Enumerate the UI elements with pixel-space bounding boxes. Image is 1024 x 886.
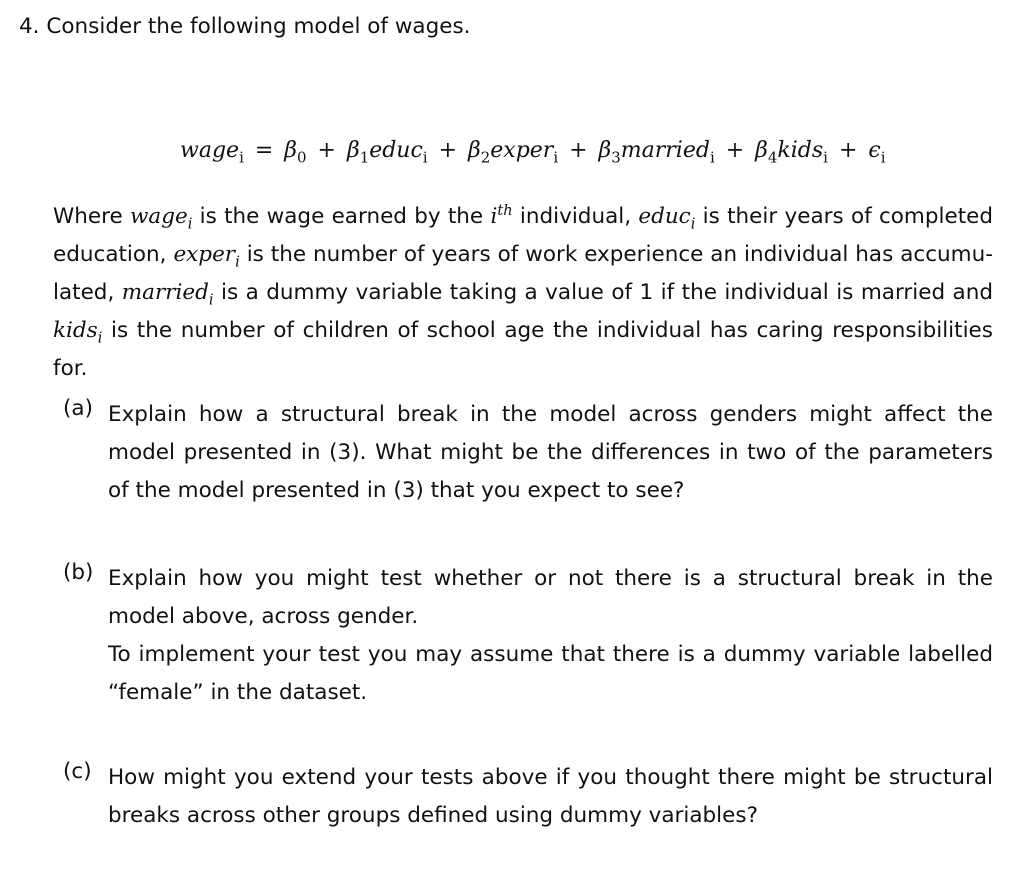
eq-equals: = xyxy=(254,138,274,163)
part-text: Explain how a structural break in the model across genders might affect the model presented in (3). What might be the differences in two of the parameters of the model presented in (3) that you expect to see? xyxy=(108,402,993,503)
question-header xyxy=(19,14,471,39)
var-i: i xyxy=(490,204,498,229)
part-body xyxy=(108,560,993,712)
part-label: (b) xyxy=(63,560,94,585)
question-prompt: Consider the following model of wages. xyxy=(46,14,471,39)
eq-beta2: β xyxy=(468,138,481,163)
eq-epsilon: ϵ xyxy=(868,138,881,163)
eq-beta1: β xyxy=(346,138,360,163)
question-number: 4. xyxy=(19,14,40,39)
part-text: How might you extend your tests above if you thought there might be structural breaks across other groups defined using dummy variables? xyxy=(108,765,993,828)
wage-equation: wage$_i$ = $\beta_0$ + $\beta_1educ_i$ + $\beta_2exper_i$ + $\beta_3married_i$ + $\beta_4kids_i + \epsilon_i$ xyxy=(180,138,886,167)
eq-beta4: β xyxy=(755,138,768,163)
question-part-c xyxy=(63,759,993,835)
eq-educ: educ xyxy=(369,138,423,163)
var-married: married xyxy=(121,280,209,305)
question-part-a xyxy=(63,396,993,510)
eq-beta3: β xyxy=(598,138,612,163)
part-text: To implement your test you may assume that there is a dummy variable labelled “female” in the dataset. xyxy=(108,642,993,705)
eq-kids: kids xyxy=(777,138,824,163)
var-educ: educ xyxy=(638,204,691,229)
part-label: (c) xyxy=(63,759,92,784)
question-part-b xyxy=(63,560,993,712)
var-exper: exper xyxy=(173,242,236,267)
eq-wage: wage xyxy=(180,138,240,163)
eq-exper: exper xyxy=(490,138,554,163)
part-text: Explain how you might test whether or not there is a structural break in the model above, across gender. xyxy=(108,566,993,629)
part-body xyxy=(108,396,993,510)
part-label: (a) xyxy=(63,396,93,421)
eq-beta0: β xyxy=(284,138,298,163)
variable-definitions: Where wage$_i$ is the wage earned by the $i^{th}$ individual, educ$_i$ is their years of completed education, exper$_i$ is the number of years of work experience an individual has accumu-lated, married$_i$ is a dummy variable taking a value of 1 if the individual is married and kids$_i$ is the number of children of school age the individual has caring responsibilities for. xyxy=(53,201,994,381)
eq-married: married xyxy=(620,138,710,163)
var-kids: kids xyxy=(53,318,98,343)
var-wage: wage xyxy=(129,204,188,229)
part-body xyxy=(108,759,993,835)
